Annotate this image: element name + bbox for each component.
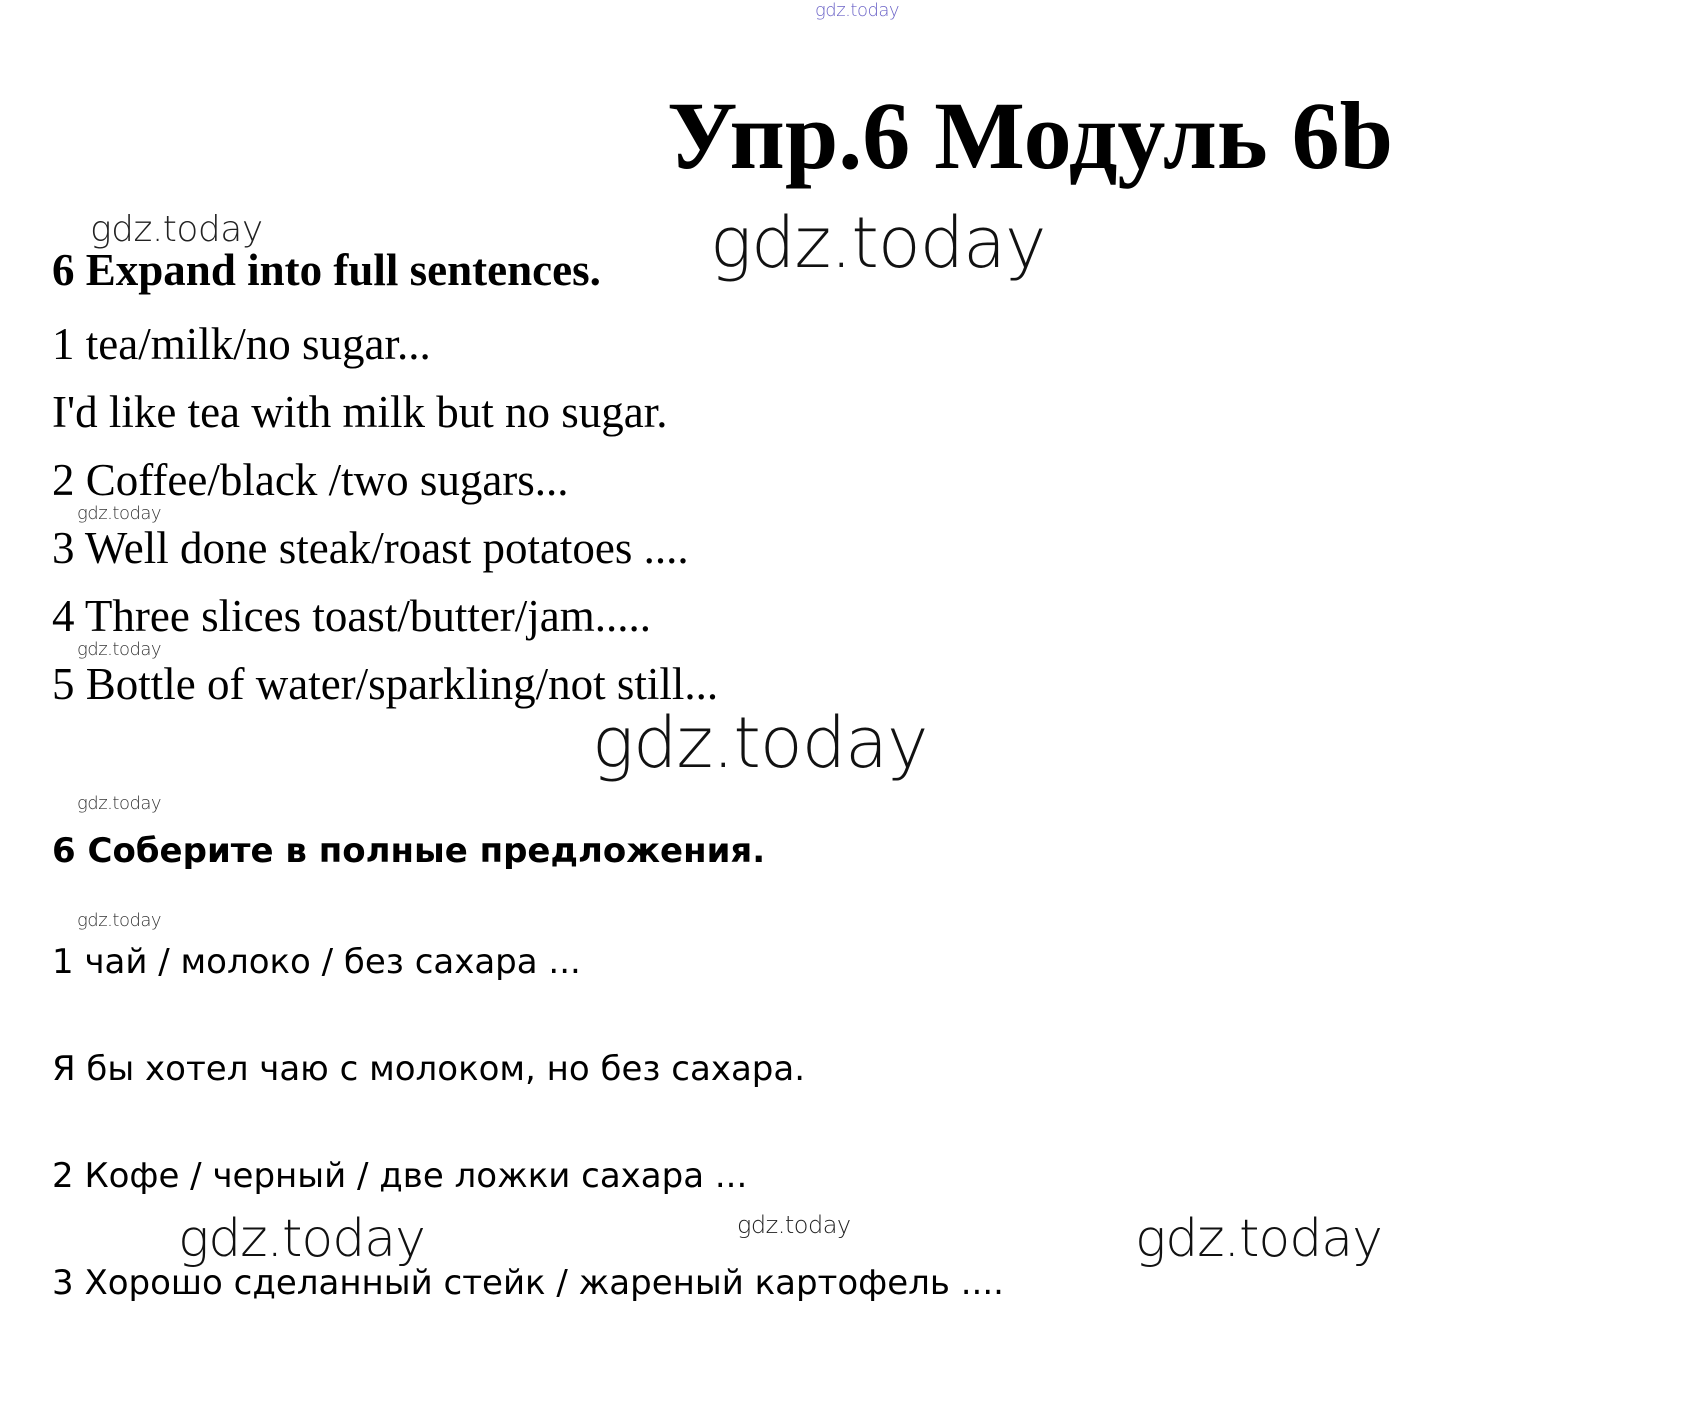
english-line: 2 Coffee/black /two sugars...	[52, 455, 569, 505]
russian-line: 3 Хорошо сделанный стейк / жареный картофель ....	[52, 1263, 1004, 1303]
russian-line: Я бы хотел чаю с молоком, но без сахара.	[52, 1049, 805, 1089]
russian-line: 1 чай / молоко / без сахара ...	[52, 942, 581, 982]
english-line: 4 Three slices toast/butter/jam.....	[52, 591, 652, 641]
page-title: Упр.6 Модуль 6b	[666, 82, 1394, 189]
watermark-small: gdz.today	[77, 503, 162, 524]
english-heading: 6 Expand into full sentences.	[52, 245, 601, 295]
english-line: I'd like tea with milk but no sugar.	[52, 387, 668, 437]
english-line: 3 Well done steak/roast potatoes ....	[52, 523, 689, 573]
watermark-small: gdz.today	[77, 910, 162, 931]
watermark-large: gdz.today	[592, 702, 928, 784]
russian-heading: 6 Соберите в полные предложения.	[52, 831, 766, 871]
english-line: 5 Bottle of water/sparkling/not still...	[52, 659, 719, 709]
watermark: gdz.today	[1135, 1209, 1382, 1269]
watermark-small: gdz.today	[77, 639, 162, 660]
russian-line: 2 Кофе / черный / две ложки сахара ...	[52, 1156, 748, 1196]
watermark-small: gdz.today	[77, 793, 162, 814]
watermark-top: gdz.today	[815, 0, 900, 21]
watermark-small: gdz.today	[737, 1211, 851, 1239]
watermark: gdz.today	[90, 209, 263, 250]
watermark: gdz.today	[178, 1209, 425, 1269]
english-line: 1 tea/milk/no sugar...	[52, 319, 431, 369]
watermark-large: gdz.today	[710, 202, 1046, 284]
